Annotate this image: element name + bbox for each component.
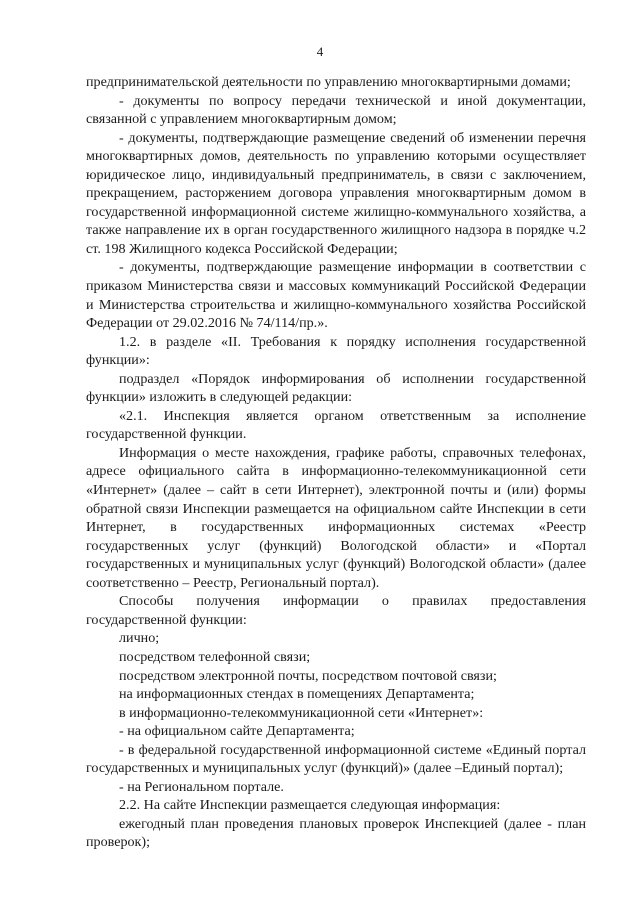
list-item-stands: на информационных стендах в помещениях Департамента; [119,686,475,703]
page-number: 4 [316,44,324,59]
paragraph-documents-technical: - документы по вопросу передачи технической и иной документации, связанной с управлением многоквартирным домом; [86,92,586,128]
list-item-internet: в информационно-телекоммуникационной сети «Интернет»: [119,704,484,721]
paragraph-subsection: подраздел «Порядок информирования об исполнении государственной функции» изложить в следующей редакции: [86,370,586,406]
paragraph-methods: Способы получения информации о правилах предоставления государственной функции: [86,593,586,628]
paragraph-clause-2-1: «2.1. Инспекция является органом ответственным за исполнение государственной функции. [86,407,586,443]
paragraph-contact-info: Информация о месте нахождения, графике работы, справочных телефонах, адресе официального сайта в информационно-телекоммуникационной сети «Интернет» (далее – сайт в сети Интернет), электронной почты и (или) формы обратной связи Инспекции размещается на официальном сайте Инспекции в сети Интернет, в государственных информационных системах «Реестр государственных услуг (функций) Вологодской области» и «Портал государственных и муниципальных услуг (функций) Вологодской области» (далее соответственно – Реестр, Региональный портал). [86,444,586,591]
paragraph-documents-order: - документы, подтверждающие размещение информации в соответствии с приказом Министерства связи и массовых коммуникаций Российской Федерации и Министерства строительства и жилищно-коммунального хозяйства Российской Федерации от 29.02.2016 № 74/114/пр.». [86,259,586,332]
list-item-email-post: посредством электронной почты, посредством почтовой связи; [119,667,497,684]
list-item-phone: посредством телефонной связи; [119,648,311,665]
paragraph-clause-2-2: 2.2. На сайте Инспекции размещается следующая информация: [119,797,501,814]
paragraph-section-1-2: 1.2. в разделе «II. Требования к порядку исполнения государственной функции»: [86,333,586,369]
paragraph-inspection-plan: ежегодный план проведения плановых проверок Инспекцией (далее - план проверок); [86,815,586,851]
list-item-federal-portal: - в федеральной государственной информационной системе «Единый портал государственных и муниципальных услуг (функций)» (далее –Единый портал); [86,741,586,777]
document-body [86,73,586,852]
paragraph-documents-changes: - документы, подтверждающие размещение сведений об изменении перечня многоквартирных домов, деятельность по управлению которыми осуществляет юридическое лицо, индивидуальный предприниматель, в связи с заключением, прекращением, расторжением договора управления многоквартирным домом в государственной информационной системе жилищно-коммунального хозяйства, а также направление их в орган государственного жилищного надзора в порядке ч.2 ст. 198 Жилищного кодекса Российской Федерации; [86,129,586,257]
list-item-official-site: - на официальном сайте Департамента; [119,723,355,740]
list-item-in-person: лично; [119,630,160,647]
list-item-regional-portal: - на Региональном портале. [119,778,284,795]
paragraph-continuation: предпринимательской деятельности по управлению многоквартирными домами; [86,74,571,90]
